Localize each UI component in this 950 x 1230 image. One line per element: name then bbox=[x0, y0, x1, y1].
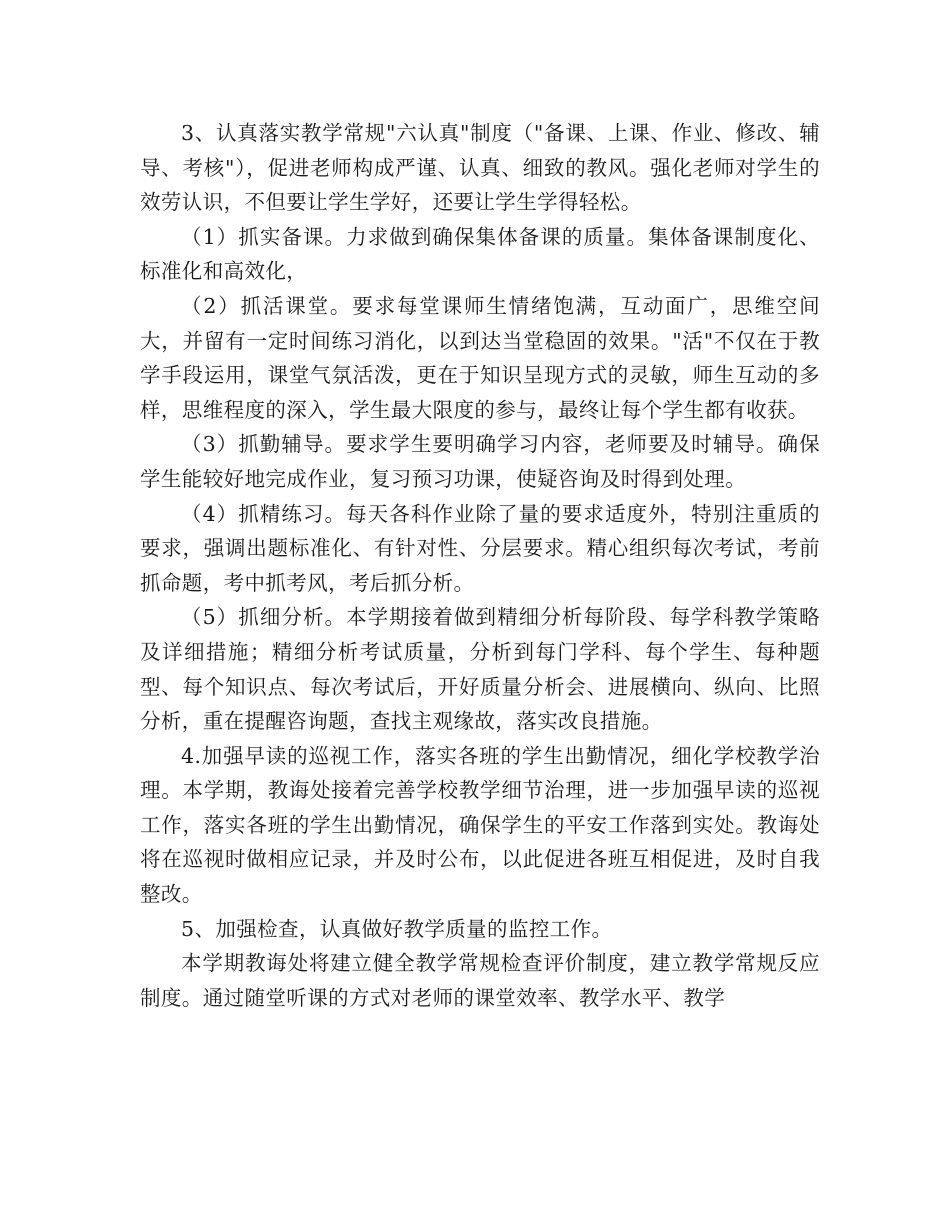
paragraph-item-5-inspection: 5、加强检查，认真做好教学质量的监控工作。 bbox=[181, 916, 613, 941]
paragraph-evaluation-system: 本学期教诲处将建立健全教学常规检查评价制度，建立教学常规反应制度。通过随堂听课的方式对老师的课堂效率、教学水平、教学 bbox=[140, 951, 820, 1010]
paragraph-item-3-six-diligence: 3、认真落实教学常规"六认真"制度（"备课、上课、作业、修改、辅导、考核"），促进老师构成严谨、认真、细致的教风。强化老师对学生的效劳认识，不但要让学生学好，还要让学生学得轻松。 bbox=[140, 121, 820, 215]
paragraph-tutoring: （3）抓勤辅导。要求学生要明确学习内容，老师要及时辅导。确保学生能较好地完成作业，复习预习功课，使疑咨询及时得到处理。 bbox=[140, 432, 820, 491]
paragraph-practice: （4）抓精练习。每天各科作业除了量的要求适度外，特别注重质的要求，强调出题标准化、有针对性、分层要求。精心组织每次考试，考前抓命题，考中抓考风，考后抓分析。 bbox=[140, 501, 820, 595]
paragraph-analysis: （5）抓细分析。本学期接着做到精细分析每阶段、每学科教学策略及详细措施；精细分析考试质量，分析到每门学科、每个学生、每种题型、每个知识点、每次考试后，开好质量分析会、进展横向、纵向、比照分析，重在提醒咨询题，查找主观缘故，落实改良措施。 bbox=[140, 605, 820, 734]
paragraph-item-4-morning-reading: 4.加强早读的巡视工作，落实各班的学生出勤情况，细化学校教学治理。本学期，教诲处接着完善学校教学细节治理，进一步加强早读的巡视工作，落实各班的学生出勤情况，确保学生的平安工作落到实处。教诲处将在巡视时做相应记录，并及时公布，以此促进各班互相促进，及时自我整改。 bbox=[140, 743, 820, 907]
paragraph-classroom: （2）抓活课堂。要求每堂课师生情绪饱满，互动面广，思维空间大，并留有一定时间练习消化，以到达当堂稳固的效果。"活"不仅在于教学手段运用，课堂气氛活泼，更在于知识呈现方式的灵敏，师生互动的多样，思维程度的深入，学生最大限度的参与，最终让每个学生都有收获。 bbox=[140, 293, 820, 422]
paragraph-lesson-prep: （1）抓实备课。力求做到确保集体备课的质量。集体备课制度化、标准化和高效化， bbox=[140, 224, 820, 284]
document-page bbox=[140, 116, 820, 1015]
